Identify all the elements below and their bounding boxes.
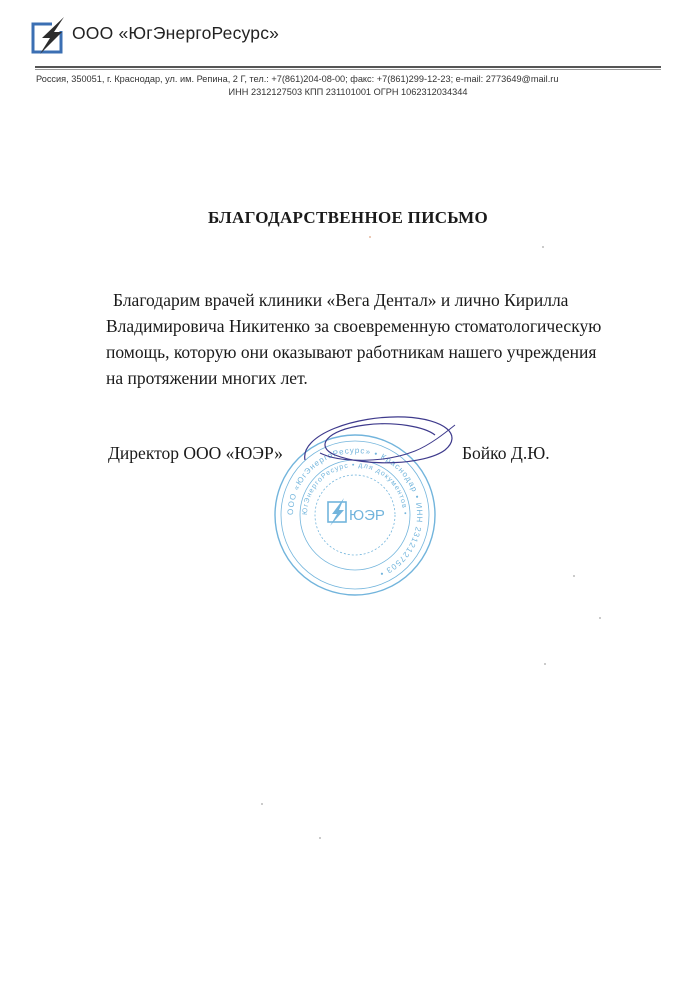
body-line: Владимировича Никитенко за своевременную стоматологическую [106,316,602,336]
scan-speck [599,617,601,619]
scan-speck [319,837,321,839]
company-name: ООО «ЮгЭнергоРесурс» [72,23,280,43]
svg-text:ЮгЭнергоРесурс • для документо: ЮгЭнергоРесурс • для документов • [301,461,409,516]
header-divider [35,66,661,68]
scan-speck [573,575,575,577]
scan-speck [261,803,263,805]
scan-speck [544,663,546,665]
body-line: Благодарим врачей клиники «Вега Дентал» и лично Кирилла [113,290,569,310]
svg-text:ООО «ЮгЭнергоРесурс» • Краснод: ООО «ЮгЭнергоРесурс» • Краснодар • ИНН 2312127503 • [285,445,425,579]
scan-speck [542,246,544,248]
header-divider-thin [35,69,661,70]
svg-text:ЮЭР: ЮЭР [349,507,385,524]
handwritten-signature [295,405,465,485]
company-address: Россия, 350051, г. Краснодар, ул. им. Репина, 2 Г, тел.: +7(861)204-08-00; факс: +7(861)299-12-23; e-mail: 2773649@mail.ru [36,74,559,84]
body-line: на протяжении многих лет. [106,368,308,388]
lightning-bolt-icon [30,14,70,56]
body-line: помощь, которую они оказывают работникам нашего учреждения [106,342,597,362]
signatory-name: Бойко Д.Ю. [462,443,550,463]
scan-speck [369,236,371,238]
document-title: БЛАГОДАРСТВЕННОЕ ПИСЬМО [207,208,489,227]
signatory-role: Директор ООО «ЮЭР» [108,443,283,463]
company-registration-ids: ИНН 2312127503 КПП 231101001 ОГРН 1062312034344 [228,87,468,97]
